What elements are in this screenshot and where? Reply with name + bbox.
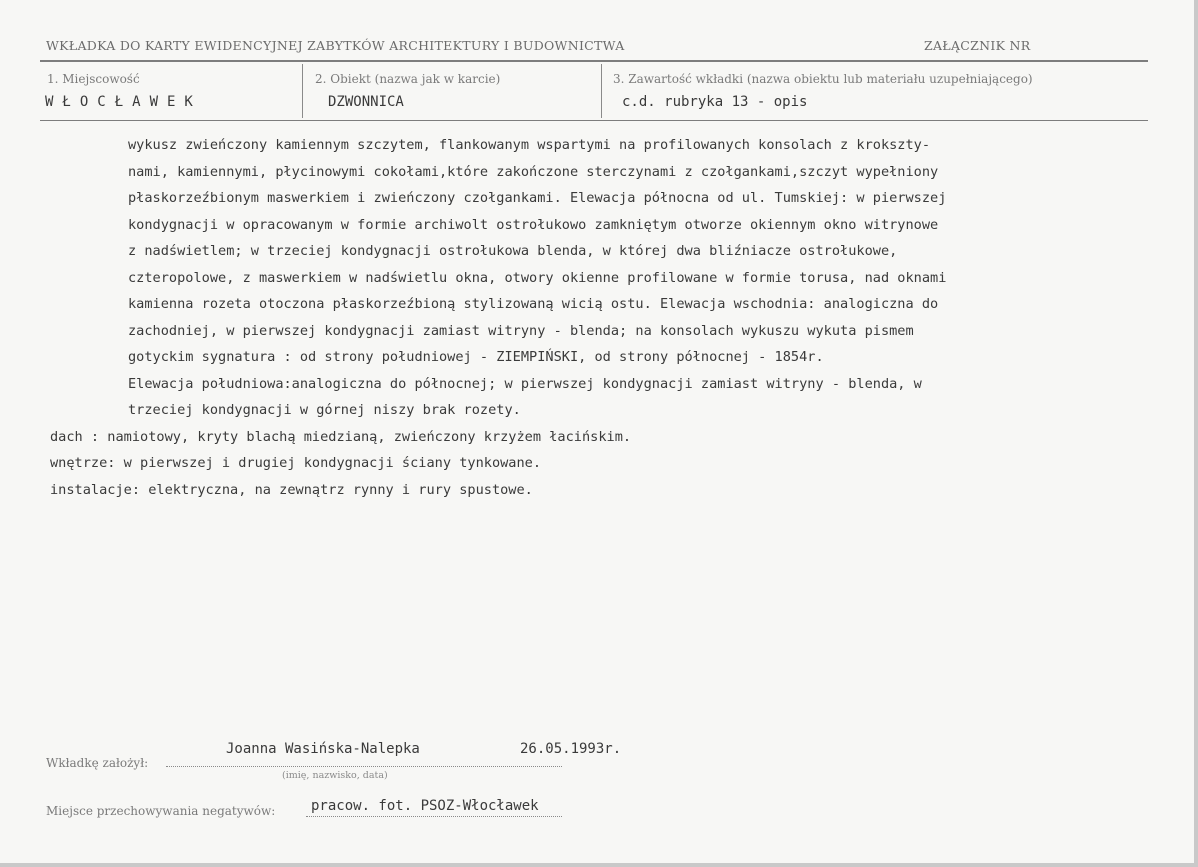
description-line: wnętrze: w pierwszej i drugiej kondygnacji ściany tynkowane. (50, 455, 542, 471)
object-label: 2. Obiekt (nazwa jak w karcie) (315, 72, 501, 86)
field-divider-2 (601, 64, 602, 118)
author-name: Joanna Wasińska-Nalepka (226, 741, 420, 757)
object-value: DZWONNICA (328, 94, 404, 110)
form-title: WKŁADKA DO KARTY EWIDENCYJNEJ ZABYTKÓW ARCHITEKTURY I BUDOWNICTWA (46, 38, 625, 53)
description-line: trzeciej kondygnacji w górnej niszy brak rozety. (128, 402, 521, 418)
fields-divider (40, 120, 1148, 121)
description-line: płaskorzeźbionym maswerkiem i zwieńczony czołgankami. Elewacja północna od ul. Tumskiej: w pierwszej (128, 190, 947, 206)
locality-value: WŁOCŁAWEK (45, 94, 202, 110)
negatives-dotted-line (306, 816, 562, 817)
locality-label: 1. Miejscowość (47, 72, 140, 86)
description-body (50, 132, 1180, 503)
description-line: zachodniej, w pierwszej kondygnacji zamiast witryny - blenda; na konsolach wykuszu wykuta pismem (128, 322, 914, 339)
author-dotted-line (166, 766, 562, 767)
author-caption: (imię, nazwisko, data) (282, 770, 388, 781)
content-value: c.d. rubryka 13 - opis (622, 94, 808, 110)
field-divider-1 (302, 64, 303, 118)
description-line: dach : namiotowy, kryty blachą miedzianą, zwieńczony krzyżem łacińskim. (50, 428, 632, 445)
author-date: 26.05.1993r. (520, 741, 622, 757)
negatives-value: pracow. fot. PSOZ-Włocławek (311, 798, 539, 814)
description-line: Elewacja południowa:analogiczna do północnej; w pierwszej kondygnacji zamiast witryny - blenda, w (128, 375, 922, 392)
annex-label: ZAŁĄCZNIK NR (924, 38, 1031, 53)
description-line: wykusz zwieńczony kamiennym szczytem, flankowanym wspartymi na profilowanych konsolach z kroksztу- (128, 137, 931, 153)
description-line: kondygnacji w opracowanym w formie archiwolt ostrołukowo zamkniętym otworze okiennym okno witrynowe (128, 216, 939, 233)
description-line: nami, kamiennymi, płycinowymi cokołami,które zakończone sterczynami z czołgankami,szczyt wypełniony (128, 163, 939, 180)
description-line: z nadświetlem; w trzeciej kondygnacji ostrołukowa blenda, w której dwa bliźniacze ostrołukowe, (128, 243, 898, 259)
description-line: kamienna rozeta otoczona płaskorzeźbioną stylizowaną wicią ostu. Elewacja wschodnia: analogiczna do (128, 296, 939, 312)
description-line: instalacje: elektryczna, na zewnątrz rynny i rury spustowe. (50, 481, 533, 498)
author-label: Wkładkę założył: (46, 756, 149, 770)
negatives-label: Miejsce przechowywania negatywów: (46, 804, 276, 818)
content-label: 3. Zawartość wkładki (nazwa obiektu lub materiału uzupełniającego) (613, 72, 1033, 86)
description-line: czteropolowe, z maswerkiem w nadświetlu okna, otwory okienne profilowane w formie torusa, nad oknami (128, 269, 947, 286)
header-divider (40, 60, 1148, 62)
description-line: gotyckim sygnatura : od strony południowej - ZIEMPIŃSKI, od strony północnej - 1854r. (128, 349, 824, 365)
